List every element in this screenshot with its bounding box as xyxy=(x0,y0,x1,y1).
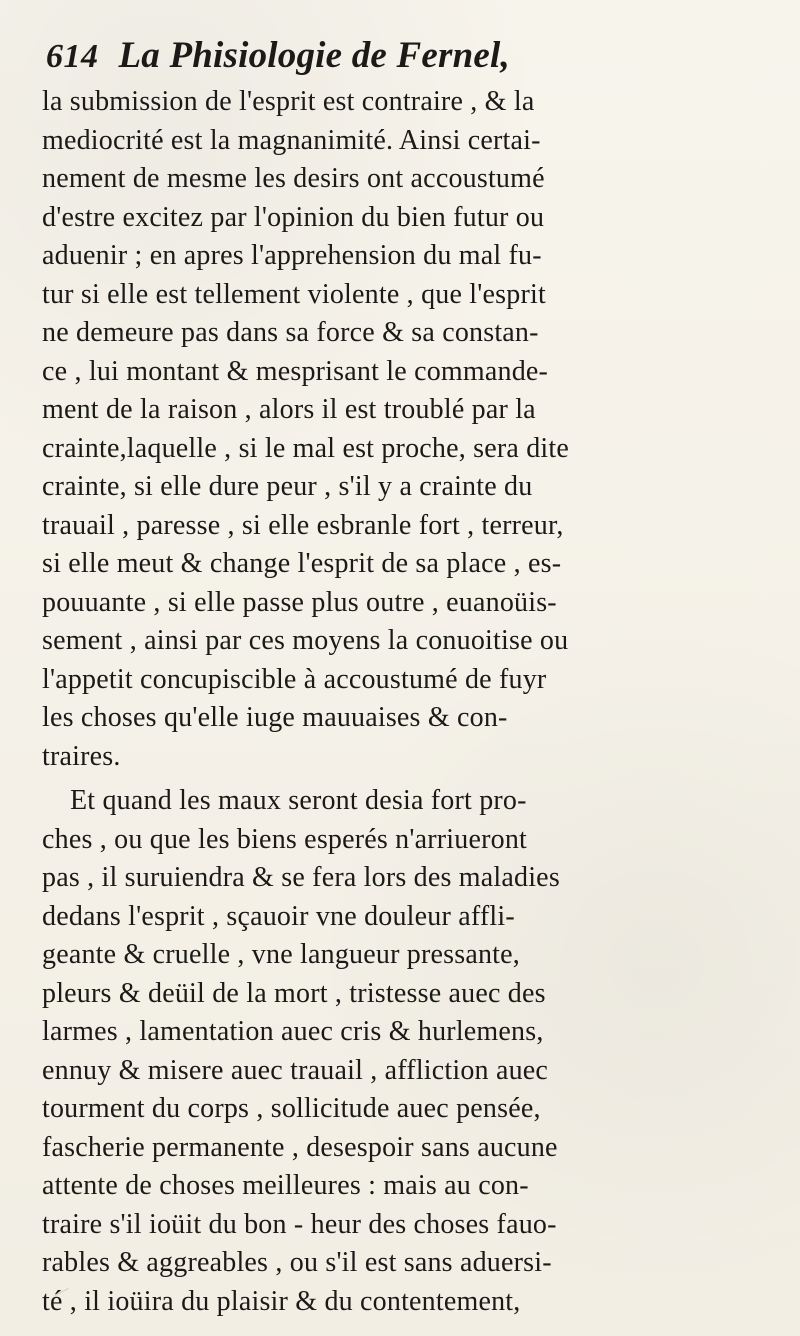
text-line: l'appetit concupiscible à accoustumé de fuyr xyxy=(42,663,547,695)
text-line: crainte, si elle dure peur , s'il y a crainte du xyxy=(42,471,533,502)
text-line: rables & aggreables , ou s'il est sans aduersi- xyxy=(42,1247,552,1278)
text-line: larmes , lamentation auec cris & hurlemens, xyxy=(42,1016,544,1047)
text-line: té , il ioüira du plaisir & du contentement, xyxy=(42,1285,521,1317)
text-line: crainte,laquelle , si le mal est proche, sera dite xyxy=(42,432,570,464)
text-line: traire s'il ioüit du bon - heur des choses fauo- xyxy=(42,1208,557,1240)
text-line: si elle meut & change l'esprit de sa place , es- xyxy=(42,548,562,579)
text-line: dedans l'esprit , sçauoir vne douleur affli- xyxy=(42,900,515,932)
text-line: tur si elle est tellement violente , que l'esprit xyxy=(42,278,546,310)
text-line: sement , ainsi par ces moyens la conuoitise ou xyxy=(42,625,569,656)
text-line: tourment du corps , sollicitude auec pensée, xyxy=(42,1093,541,1124)
text-line: la submission de l'esprit est contraire , & la xyxy=(42,86,535,117)
text-line: aduenir ; en apres l'apprehension du mal fu- xyxy=(42,240,542,271)
text-line: nement de mesme les desirs ont accoustumé xyxy=(42,163,545,194)
text-line: ce , lui montant & mesprisant le commande- xyxy=(42,355,549,387)
text-line: fascherie permanente , desespoir sans aucune xyxy=(42,1131,558,1163)
text-line: trauail , paresse , si elle esbranle fort , terreur, xyxy=(42,509,564,541)
text-line: mediocrité est la magnanimité. Ainsi certai- xyxy=(42,124,541,156)
text-line: traires. xyxy=(42,740,121,772)
text-line: d'estre excitez par l'opinion du bien futur ou xyxy=(42,201,545,233)
text-line: pas , il suruiendra & se fera lors des maladies xyxy=(42,862,560,893)
text-line: ennuy & misere auec trauail , affliction auec xyxy=(42,1054,549,1086)
text-line: ne demeure pas dans sa force & sa constan- xyxy=(42,317,539,348)
text-line: Et quand les maux seront desia fort pro- xyxy=(70,785,527,816)
text-line: ment de la raison , alors il est troublé par la xyxy=(42,394,536,425)
text-line: les choses qu'elle iuge mauuaises & con- xyxy=(42,702,508,733)
running-title: La Phisiologie de Fernel, xyxy=(118,35,510,76)
body-text xyxy=(42,83,756,1321)
text-line: pouuante , si elle passe plus outre , euanoüis- xyxy=(42,586,557,618)
page-number: 614 xyxy=(46,38,99,75)
text-line: ches , ou que les biens esperés n'arriueront xyxy=(42,823,528,855)
text-line: geante & cruelle , vne langueur pressante, xyxy=(42,939,520,970)
text-line: attente de choses meilleures : mais au con- xyxy=(42,1170,529,1201)
text-line: pleurs & deüil de la mort , tristesse auec des xyxy=(42,977,546,1009)
page-header xyxy=(46,34,756,77)
